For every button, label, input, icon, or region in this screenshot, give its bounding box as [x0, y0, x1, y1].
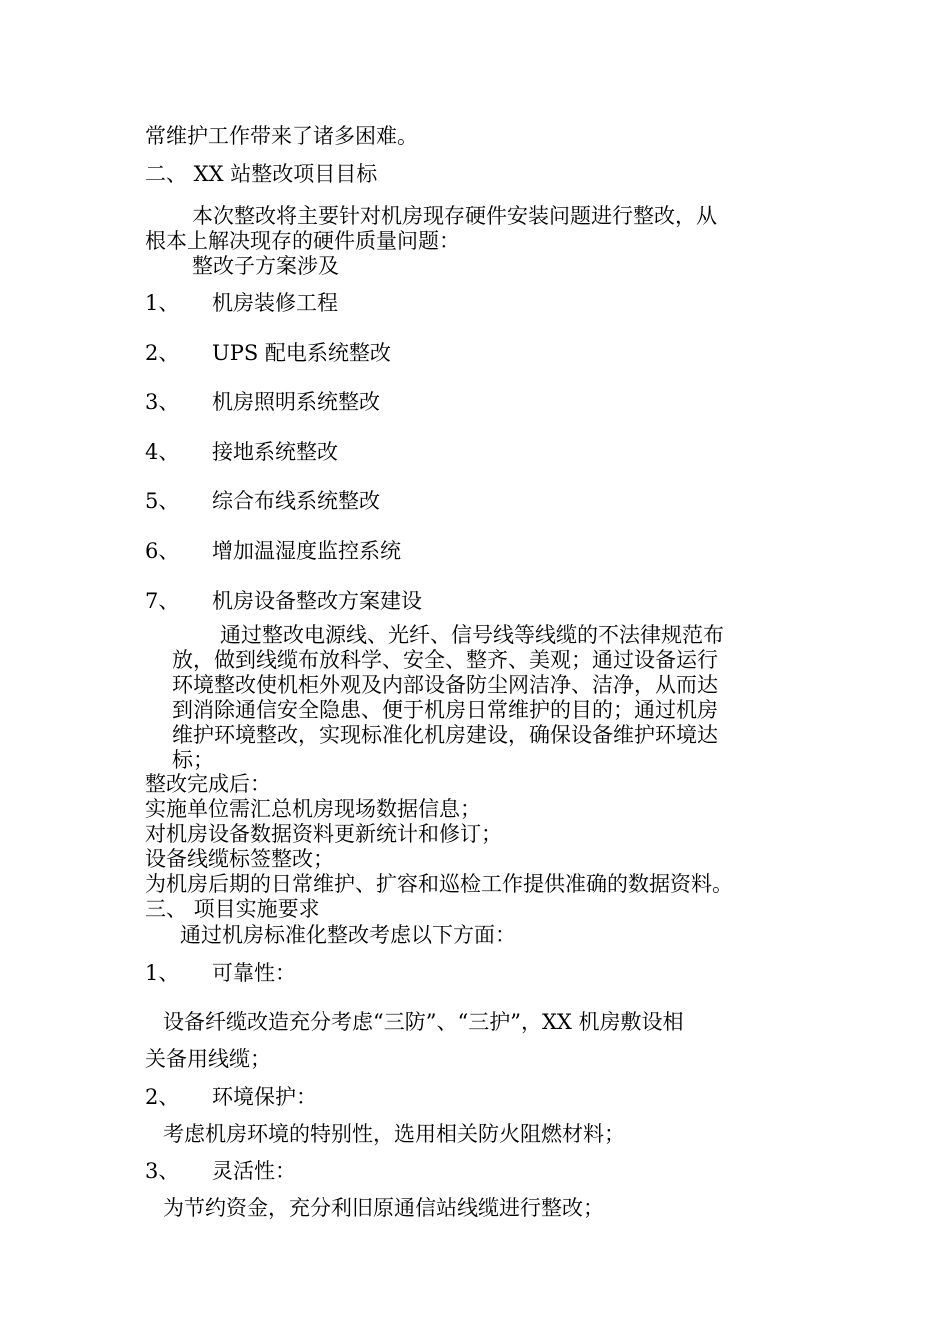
- intro-line-1: 本次整改将主要针对机房现存硬件安装问题进行整改，从: [192, 204, 717, 228]
- list-item: 综合布线系统整改: [212, 489, 380, 513]
- list-item-number: 3、: [145, 390, 180, 414]
- requirement-desc: 考虑机房环境的特别性，选用相关防火阻燃材料；: [163, 1122, 625, 1146]
- after-completion-item: 为机房后期的日常维护、扩容和巡检工作提供准确的数据资料。: [145, 872, 733, 896]
- requirement-title: 可靠性：: [212, 961, 296, 985]
- paragraph-line: 通过整改电源线、光纤、信号线等线缆的不法律规范布: [220, 623, 724, 647]
- list-item-number: 6、: [145, 539, 180, 563]
- section-2-heading: 二、 XX 站整改项目目标: [145, 162, 378, 186]
- section-3-intro: 通过机房标准化整改考虑以下方面：: [180, 923, 516, 947]
- list-item: 机房装修工程: [212, 291, 338, 315]
- requirement-number: 3、: [145, 1159, 180, 1183]
- list-item-number: 7、: [145, 589, 180, 613]
- list-item: 增加温湿度监控系统: [212, 539, 401, 563]
- requirement-desc: 关备用线缆；: [145, 1047, 271, 1071]
- list-item: 接地系统整改: [212, 440, 338, 464]
- paragraph-line: 环境整改使机柜外观及内部设备防尘网洁净、洁净，从而达: [172, 673, 718, 697]
- intro-line-3: 整改子方案涉及: [192, 254, 339, 278]
- intro-line-2: 根本上解决现存的硬件质量问题：: [145, 229, 460, 253]
- requirement-title: 灵活性：: [212, 1159, 296, 1183]
- requirement-number: 2、: [145, 1085, 180, 1109]
- requirement-desc: 设备纤缆改造充分考虑“三防”、“三护”，XX 机房敷设相: [163, 1010, 684, 1034]
- continuation-line: 常维护工作带来了诸多困难。: [145, 124, 418, 148]
- paragraph-line: 标；: [172, 748, 214, 772]
- requirement-number: 1、: [145, 961, 180, 985]
- after-completion-item: 对机房设备数据资料更新统计和修订；: [145, 822, 502, 846]
- paragraph-line: 放，做到线缆布放科学、安全、整齐、美观；通过设备运行: [172, 648, 718, 672]
- list-item-number: 2、: [145, 341, 180, 365]
- section-3-heading: 三、 项目实施要求: [145, 897, 320, 921]
- after-completion-label: 整改完成后：: [145, 772, 271, 796]
- list-item: UPS 配电系统整改: [212, 341, 391, 365]
- after-completion-item: 实施单位需汇总机房现场数据信息；: [145, 797, 481, 821]
- requirement-desc: 为节约资金，充分利旧原通信站线缆进行整改；: [163, 1196, 604, 1220]
- after-completion-item: 设备线缆标签整改；: [145, 847, 334, 871]
- list-item: 机房设备整改方案建设: [212, 589, 422, 613]
- list-item-number: 1、: [145, 291, 180, 315]
- requirement-title: 环境保护：: [212, 1085, 317, 1109]
- list-item-number: 4、: [145, 440, 180, 464]
- goal-paragraph: [172, 623, 812, 773]
- paragraph-line: 维护环境整改，实现标准化机房建设，确保设备维护环境达: [172, 723, 718, 747]
- paragraph-line: 到消除通信安全隐患、便于机房日常维护的目的；通过机房: [172, 698, 718, 722]
- list-item-number: 5、: [145, 489, 180, 513]
- list-item: 机房照明系统整改: [212, 390, 380, 414]
